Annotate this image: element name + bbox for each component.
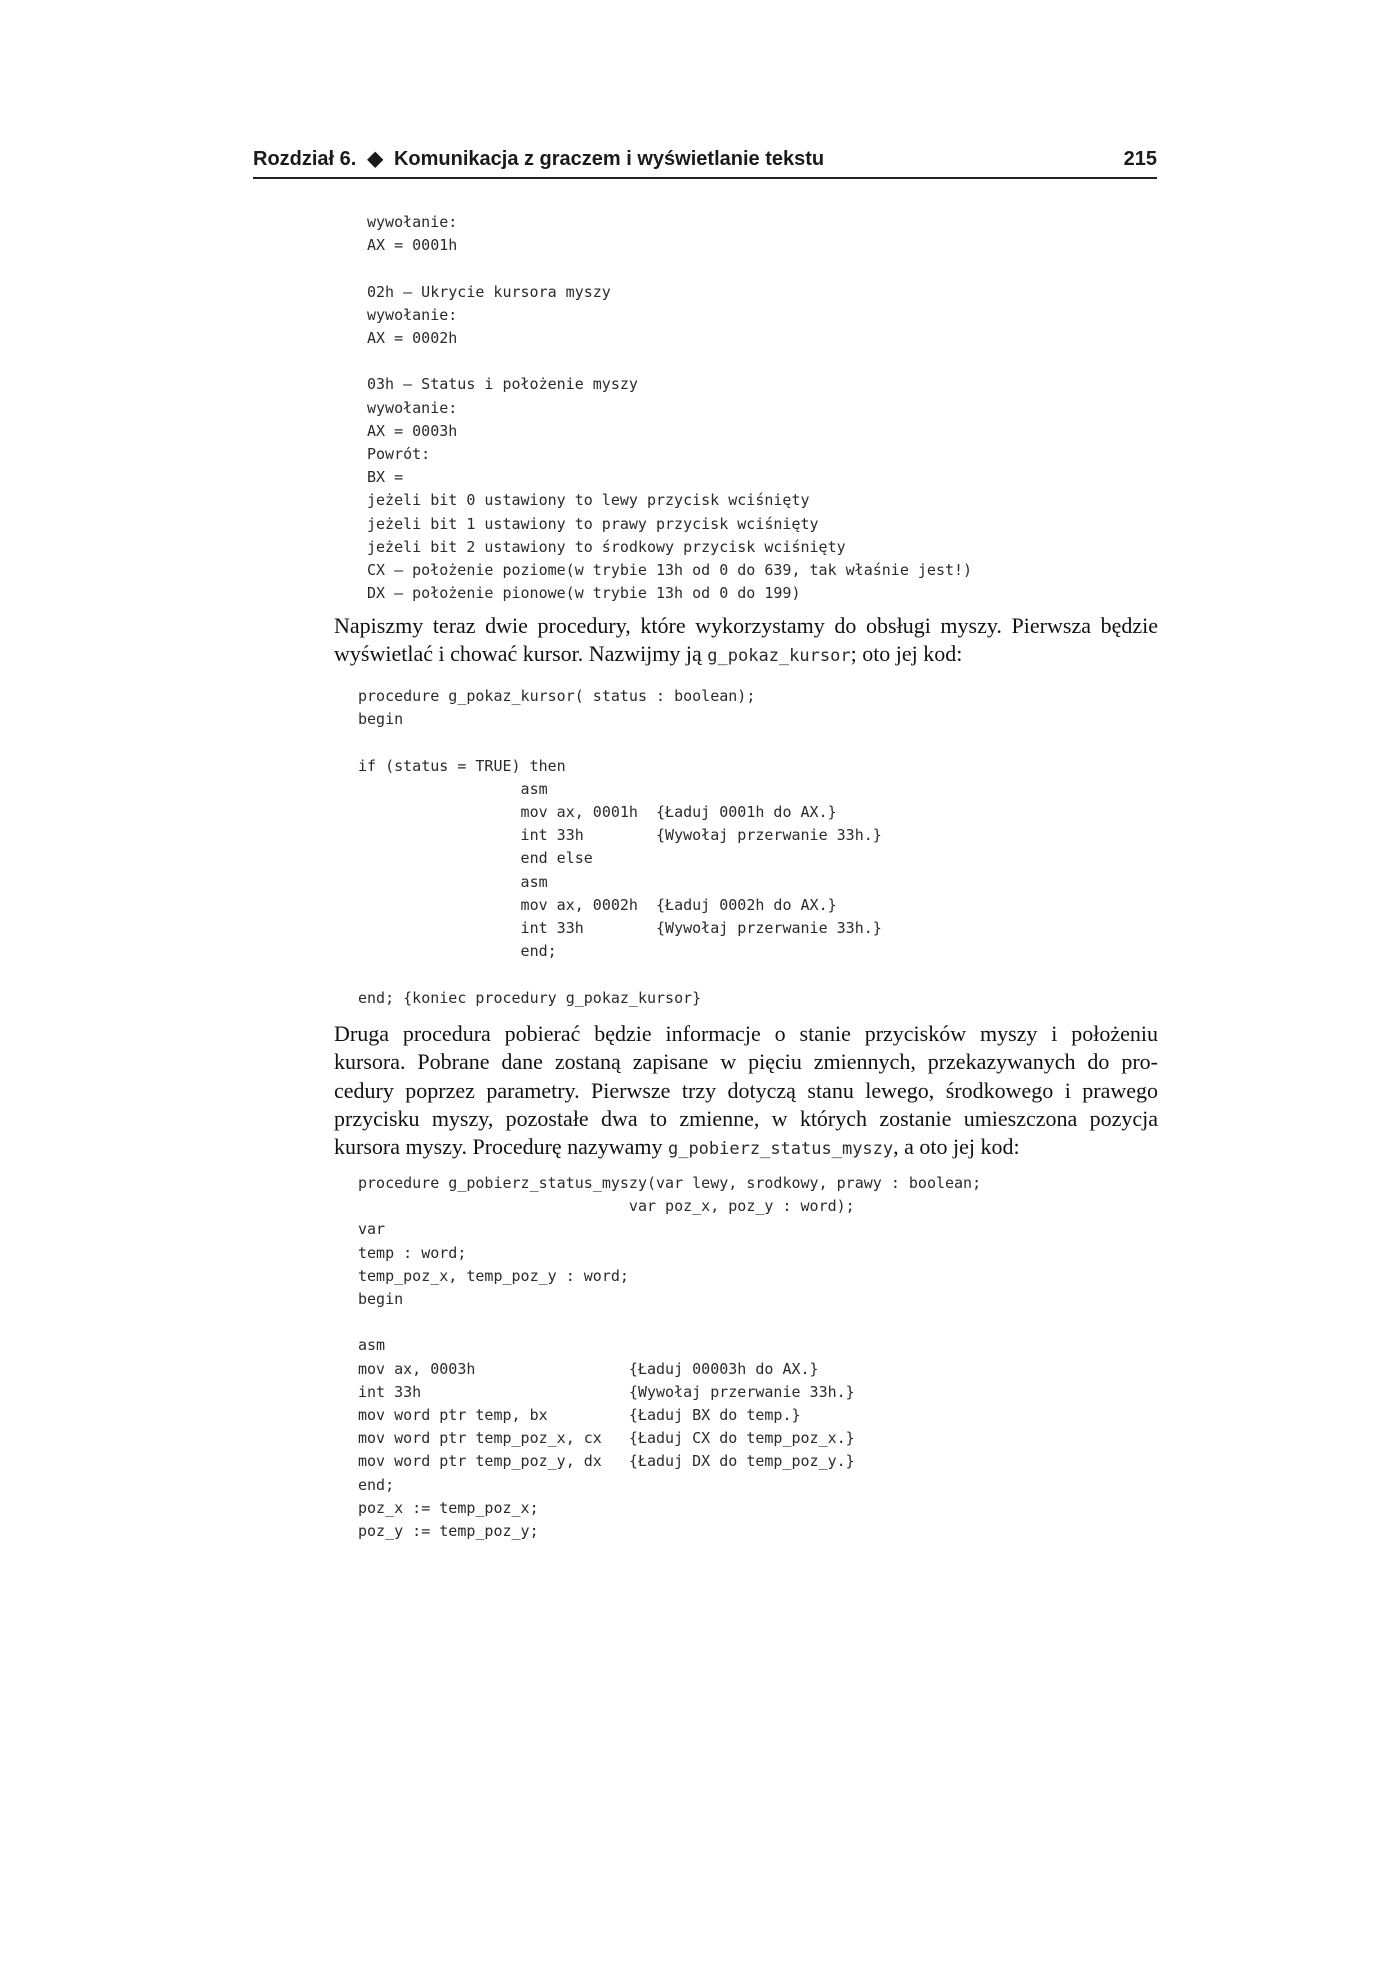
paragraph-status-procedure xyxy=(334,1020,1158,1163)
code-block-pobierz-status: procedure g_pobierz_status_myszy(var lewy, srodkowy, prawy : boolean; var poz_x, poz_y : word); var temp : word; temp_poz_x, temp_poz_y : word; begin asm mov ax, 0003h {Ładuj 00003h do AX.} int 33h {Wywołaj przerwanie 33h.} mov word ptr temp, bx {Ładuj BX do temp.} mov word ptr temp_poz_x, cx {Ładuj CX do temp_poz_x.} mov word ptr temp_poz_y, dx {Ładuj DX do temp_poz_y.} end; poz_x := temp_poz_x; poz_y := temp_poz_y; xyxy=(358,1174,982,1541)
paragraph-line: cedury poprzez parametry. Pierwsze trzy dotyczą stanu lewego, środkowego i prawego xyxy=(334,1077,1158,1103)
chapter-title: Rozdział 6. ◆ Komunikacja z graczem i wyświetlanie tekstu xyxy=(253,148,825,170)
inline-code: g_pobierz_status_myszy xyxy=(667,1139,894,1160)
paragraph-line: Druga procedura pobierać będzie informacje o stanie przycisków myszy i położeniu xyxy=(334,1021,1158,1046)
paragraph-line xyxy=(334,640,1158,670)
paragraph-line xyxy=(334,1133,1158,1163)
paragraph-line: Napiszmy teraz dwie procedury, które wykorzystamy do obsługi myszy. Pierwsza będzie xyxy=(334,613,1158,638)
paragraph-line: kursora. Pobrane dane zostaną zapisane w pięciu zmiennych, przekazywanych do pro- xyxy=(334,1049,1158,1075)
page-number: 215 xyxy=(1123,148,1157,170)
paragraph-line: przycisku myszy, pozostałe dwa to zmienne, w których zostanie umieszczona pozycja xyxy=(334,1105,1158,1131)
text-run: ; oto jej kod: xyxy=(850,641,963,667)
paragraph-intro-procedures xyxy=(334,612,1158,671)
code-block-mouse-functions: wywołanie: AX = 0001h 02h – Ukrycie kursora myszy wywołanie: AX = 0002h 03h – Status i położenie myszy wywołanie: AX = 0003h Powrót: BX = jeżeli bit 0 ustawiony to lewy przycisk wciśnięty jeżeli bit 1 ustawiony to prawy przycisk wciśnięty jeżeli bit 2 ustawiony to środkowy przycisk wciśnięty CX – położenie poziome(w trybie 13h od 0 do 639, tak właśnie jest!) DX – położenie pionowe(w trybie 13h od 0 do 199) xyxy=(367,213,973,603)
text-run: kursora myszy. Procedurę nazywamy xyxy=(334,1134,668,1160)
text-run: , a oto jej kod: xyxy=(893,1134,1020,1160)
text-run: wyświetlać i chować kursor. Nazwijmy ją xyxy=(334,641,708,667)
inline-code: g_pokaz_kursor xyxy=(707,646,851,667)
code-block-pokaz-kursor: procedure g_pokaz_kursor( status : boolean); begin if (status = TRUE) then asm mov ax, 0001h {Ładuj 0001h do AX.} int 33h {Wywołaj przerwanie 33h.} end else asm mov ax, 0002h {Ładuj 0002h do AX.} int 33h {Wywołaj przerwanie 33h.} end; end; {koniec procedury g_pokaz_kursor} xyxy=(358,687,882,1007)
page-header xyxy=(253,147,1157,179)
